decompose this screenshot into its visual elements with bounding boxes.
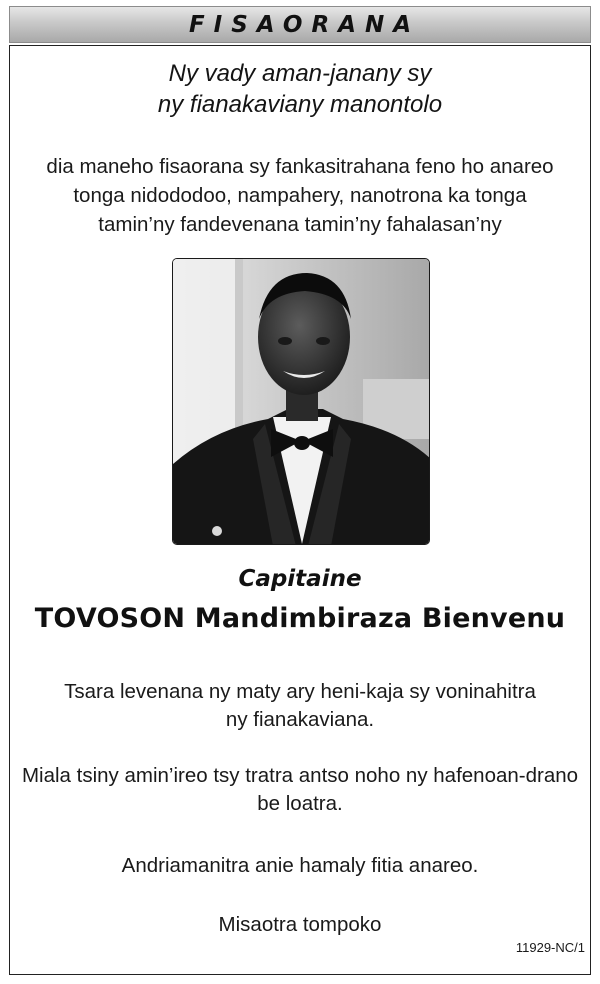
intro-line: Ny vady aman-janany sy (168, 60, 432, 87)
paragraph-closing (0, 911, 600, 939)
paragraph-line: ny fianakaviana. (225, 708, 375, 731)
deceased-rank: Capitaine (238, 566, 362, 592)
thanks-line: dia maneho fisaorana sy fankasitrahana feno ho anareo (46, 155, 554, 178)
paragraph-line: Tsara levenana ny maty ary heni-kaja sy voninahitra (64, 680, 536, 703)
intro-text (0, 58, 600, 120)
paragraph-line: Andriamanitra anie hamaly fitia anareo. (121, 854, 479, 877)
intro-line: ny fianakaviany manontolo (157, 91, 443, 118)
thanks-line: tonga nidododoo, nampahery, nanotrona ka tonga (73, 184, 527, 207)
paragraph-apology (0, 762, 600, 818)
deceased-name: TOVOSON Mandimbiraza Bienvenu (34, 603, 566, 634)
portrait-photo (172, 258, 430, 545)
header-title: FISAORANA (188, 11, 421, 38)
paragraph-burial (0, 678, 600, 734)
reference-number: 11929-NC/1 (515, 940, 585, 955)
header-banner (9, 6, 591, 43)
thanks-text (0, 152, 600, 239)
portrait-illustration (173, 259, 430, 545)
paragraph-line: Misaotra tompoko (218, 913, 382, 936)
thanks-line: tamin’ny fandevenana tamin’ny fahalasan’ny (98, 213, 502, 236)
paragraph-line: be loatra. (257, 792, 343, 815)
paragraph-line: Miala tsiny amin’ireo tsy tratra antso noho ny hafenoan-drano (21, 764, 579, 787)
paragraph-blessing (0, 852, 600, 880)
